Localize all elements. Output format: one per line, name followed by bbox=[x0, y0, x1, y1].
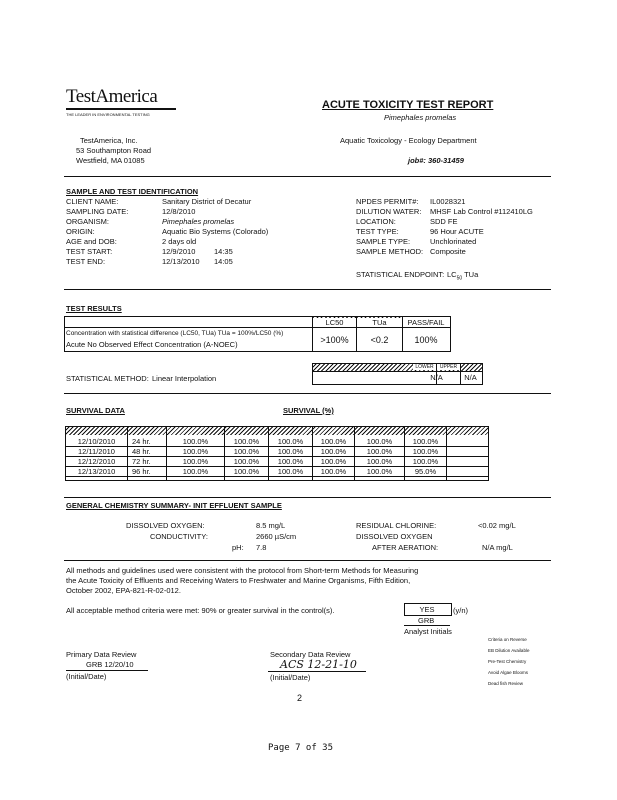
results-divider bbox=[64, 393, 551, 394]
sample-field-value: 2 days old bbox=[162, 237, 197, 246]
pass-fail-value: 100% bbox=[414, 335, 438, 345]
methods-line3: October 2002, EPA-821-R-02-012. bbox=[66, 586, 181, 595]
stamp-line: EB Dilution Available bbox=[488, 648, 530, 653]
sample-field-value: 12/8/2010 bbox=[162, 207, 196, 216]
survival-value: 100.0% bbox=[320, 467, 347, 476]
stat-method-value: Linear Interpolation bbox=[152, 374, 217, 383]
sample-field-label: SAMPLE METHOD: bbox=[356, 247, 424, 256]
survival-value: 100.0% bbox=[320, 447, 347, 456]
lab-street: 53 Southampton Road bbox=[76, 146, 152, 155]
sample-field-value: Aquatic Bio Systems (Colorado) bbox=[162, 227, 269, 236]
tua-header: TUa bbox=[357, 318, 402, 327]
criteria-answer: YES bbox=[419, 605, 435, 614]
survival-value: 100.0% bbox=[412, 447, 439, 456]
department: Aquatic Toxicology - Ecology Department bbox=[340, 136, 477, 145]
tua-value: <0.2 bbox=[370, 335, 389, 345]
do-aeration-label2: AFTER AERATION: bbox=[372, 543, 439, 552]
sample-field-label: SAMPLE TYPE: bbox=[356, 237, 411, 246]
sample-field-value: MHSF Lab Control #112410LG bbox=[430, 207, 533, 216]
stamp-line: Avoid Algae Blooms bbox=[488, 670, 528, 675]
survival-hours: 48 hr. bbox=[132, 447, 151, 456]
chlorine-value: <0.02 mg/L bbox=[478, 521, 516, 530]
lc50-header: LC50 bbox=[313, 318, 356, 327]
survival-value: 100.0% bbox=[233, 457, 260, 466]
report-title: ACUTE TOXICITY TEST REPORT bbox=[322, 99, 494, 111]
header-divider bbox=[64, 176, 551, 177]
sample-field-label: TEST START: bbox=[66, 247, 113, 256]
pass-fail-header: PASS/FAIL bbox=[407, 318, 445, 327]
survival-value: 100.0% bbox=[277, 457, 304, 466]
survival-value: 100.0% bbox=[366, 437, 393, 446]
analyst-initials: GRB bbox=[418, 616, 435, 625]
survival-section-title: SURVIVAL DATA bbox=[66, 406, 125, 415]
sample-field-value: Composite bbox=[430, 247, 466, 256]
chemistry-divider bbox=[64, 560, 551, 561]
sample-field-time: 14:35 bbox=[214, 247, 233, 256]
do-label: DISSOLVED OXYGEN: bbox=[126, 521, 205, 530]
sample-field-value: SDD FE bbox=[430, 217, 458, 226]
sample-field-label: TEST TYPE: bbox=[356, 227, 399, 236]
survival-value: 100.0% bbox=[320, 437, 347, 446]
survival-value: 100.0% bbox=[320, 457, 347, 466]
survival-value: 100.0% bbox=[277, 447, 304, 456]
logo-underline bbox=[66, 108, 176, 110]
survival-col-rule bbox=[312, 426, 313, 480]
criteria-yn: (y/n) bbox=[453, 606, 468, 615]
sample-field-value: 96 Hour ACUTE bbox=[430, 227, 484, 236]
survival-value: 100.0% bbox=[182, 467, 209, 476]
survival-col-rule bbox=[127, 426, 128, 480]
survival-divider bbox=[64, 497, 551, 498]
sample-field-label: ORGANISM: bbox=[66, 217, 109, 226]
header-species: Pimephales promelas bbox=[384, 113, 457, 122]
sample-field-value: Sanitary District of Decatur bbox=[162, 197, 252, 206]
stat-endpoint-label: STATISTICAL ENDPOINT: bbox=[356, 270, 445, 279]
survival-date: 12/12/2010 bbox=[77, 457, 116, 466]
primary-review-value: GRB 12/20/10 bbox=[86, 660, 134, 669]
survival-hours: 96 hr. bbox=[132, 467, 151, 476]
sample-field-label: AGE and DOB: bbox=[66, 237, 117, 246]
sample-field-time: 14:05 bbox=[214, 257, 233, 266]
sample-field-value: 12/13/2010 bbox=[162, 257, 200, 266]
results-header-rule bbox=[64, 327, 450, 328]
survival-col-rule bbox=[224, 426, 225, 480]
sample-field-label: LOCATION: bbox=[356, 217, 396, 226]
ph-label: pH: bbox=[232, 543, 244, 552]
survival-row-rule bbox=[65, 476, 488, 477]
sample-field-label: TEST END: bbox=[66, 257, 106, 266]
lc50-value: >100% bbox=[320, 335, 349, 345]
page-info: Page 7 of 35 bbox=[268, 743, 334, 753]
methods-line2: the Acute Toxicity of Effluents and Receiving Waters to Freshwater and Marine Organisms, Fifth Edition, bbox=[66, 576, 411, 585]
survival-value: 100.0% bbox=[277, 467, 304, 476]
results-section-title: TEST RESULTS bbox=[66, 304, 122, 313]
sample-field-value: Pimephales promelas bbox=[162, 217, 235, 226]
survival-value: 100.0% bbox=[366, 467, 393, 476]
results-row-line1: Concentration with statistical difference (LC50, TUa) TUa = 100%/LC50 (%) bbox=[66, 330, 284, 337]
survival-hours: 72 hr. bbox=[132, 457, 151, 466]
sample-field-label: ORIGIN: bbox=[66, 227, 95, 236]
survival-value: 100.0% bbox=[366, 457, 393, 466]
sample-field-value: Unchlorinated bbox=[430, 237, 477, 246]
primary-review-sub: (Initial/Date) bbox=[66, 672, 107, 681]
sample-section-title: SAMPLE AND TEST IDENTIFICATION bbox=[66, 187, 199, 196]
sample-field-label: NPDES PERMIT#: bbox=[356, 197, 419, 206]
conductivity-label: CONDUCTIVITY: bbox=[150, 532, 208, 541]
ci-upper-value: N/A bbox=[464, 373, 477, 382]
logo-tagline: THE LEADER IN ENVIRONMENTAL TESTING bbox=[66, 112, 150, 117]
survival-value: 100.0% bbox=[233, 447, 260, 456]
ph-value: 7.8 bbox=[256, 543, 267, 552]
job-number: job#: 360-31459 bbox=[408, 156, 464, 165]
survival-value: 100.0% bbox=[182, 437, 209, 446]
page-marker: 2 bbox=[297, 693, 303, 703]
lab-city: Westfield, MA 01085 bbox=[76, 156, 145, 165]
results-row-line2: Acute No Observed Effect Concentration (A-NOEC) bbox=[66, 340, 238, 349]
sample-divider bbox=[64, 289, 551, 290]
sample-field-label: DILUTION WATER: bbox=[356, 207, 422, 216]
survival-value: 100.0% bbox=[182, 457, 209, 466]
criteria-text: All acceptable method criteria were met: 90% or greater survival in the control(s). bbox=[66, 606, 335, 615]
stat-endpoint-value: $LC_{50}$ TUa bbox=[447, 270, 479, 282]
primary-review-label: Primary Data Review bbox=[66, 650, 137, 659]
testamerica-logo: TestAmerica bbox=[66, 86, 158, 107]
conductivity-value: 2660 µS/cm bbox=[256, 532, 297, 541]
do-aeration-value: N/A mg/L bbox=[482, 543, 513, 552]
sample-field-value: 12/9/2010 bbox=[162, 247, 196, 256]
sample-field-label: SAMPLING DATE: bbox=[66, 207, 129, 216]
chlorine-label: RESIDUAL CHLORINE: bbox=[356, 521, 437, 530]
secondary-review-signature: ACS 12-21-10 bbox=[280, 658, 357, 671]
secondary-review-sub: (Initial/Date) bbox=[270, 673, 311, 682]
do-aeration-label1: DISSOLVED OXYGEN bbox=[356, 532, 433, 541]
stat-method-label: STATISTICAL METHOD: bbox=[66, 374, 149, 383]
stamp-line: Criteria on Reverse bbox=[488, 637, 527, 642]
sample-field-label: CLIENT NAME: bbox=[66, 197, 119, 206]
stamp-line: Pre-Test Chemistry bbox=[488, 659, 527, 664]
ci-lower-value: N/A bbox=[430, 373, 443, 382]
chemistry-section-title: GENERAL CHEMISTRY SUMMARY- INIT EFFLUENT SAMPLE bbox=[66, 501, 282, 510]
survival-col-rule bbox=[166, 426, 167, 480]
survival-date: 12/13/2010 bbox=[77, 467, 116, 476]
do-value: 8.5 mg/L bbox=[256, 521, 286, 530]
analyst-label: Analyst Initials bbox=[404, 627, 452, 636]
survival-value: 100.0% bbox=[233, 467, 260, 476]
survival-value: 100.0% bbox=[366, 447, 393, 456]
survival-col-rule bbox=[354, 426, 355, 480]
survival-value: 100.0% bbox=[412, 457, 439, 466]
survival-value: 100.0% bbox=[412, 437, 439, 446]
survival-col-rule bbox=[404, 426, 405, 480]
lab-name: TestAmerica, Inc. bbox=[80, 136, 138, 145]
sample-field-value: IL0028321 bbox=[430, 197, 466, 206]
stamp-line: Dead fish Review bbox=[488, 681, 524, 686]
survival-col-rule bbox=[446, 426, 447, 480]
survival-date: 12/10/2010 bbox=[77, 437, 116, 446]
survival-col-rule bbox=[268, 426, 269, 480]
survival-value: 100.0% bbox=[277, 437, 304, 446]
survival-pct-title: SURVIVAL (%) bbox=[283, 406, 334, 415]
survival-value: 95.0% bbox=[414, 467, 437, 476]
survival-value: 100.0% bbox=[182, 447, 209, 456]
secondary-review-label: Secondary Data Review bbox=[270, 650, 351, 659]
ci-lower-header: LOWER bbox=[413, 364, 436, 370]
survival-date: 12/11/2010 bbox=[78, 447, 115, 456]
methods-line1: All methods and guidelines used were consistent with the protocol from Short-term Methods for Measuring bbox=[66, 566, 419, 575]
ci-upper-header: UPPER bbox=[437, 364, 460, 370]
survival-value: 100.0% bbox=[233, 437, 260, 446]
survival-hours: 24 hr. bbox=[132, 437, 151, 446]
